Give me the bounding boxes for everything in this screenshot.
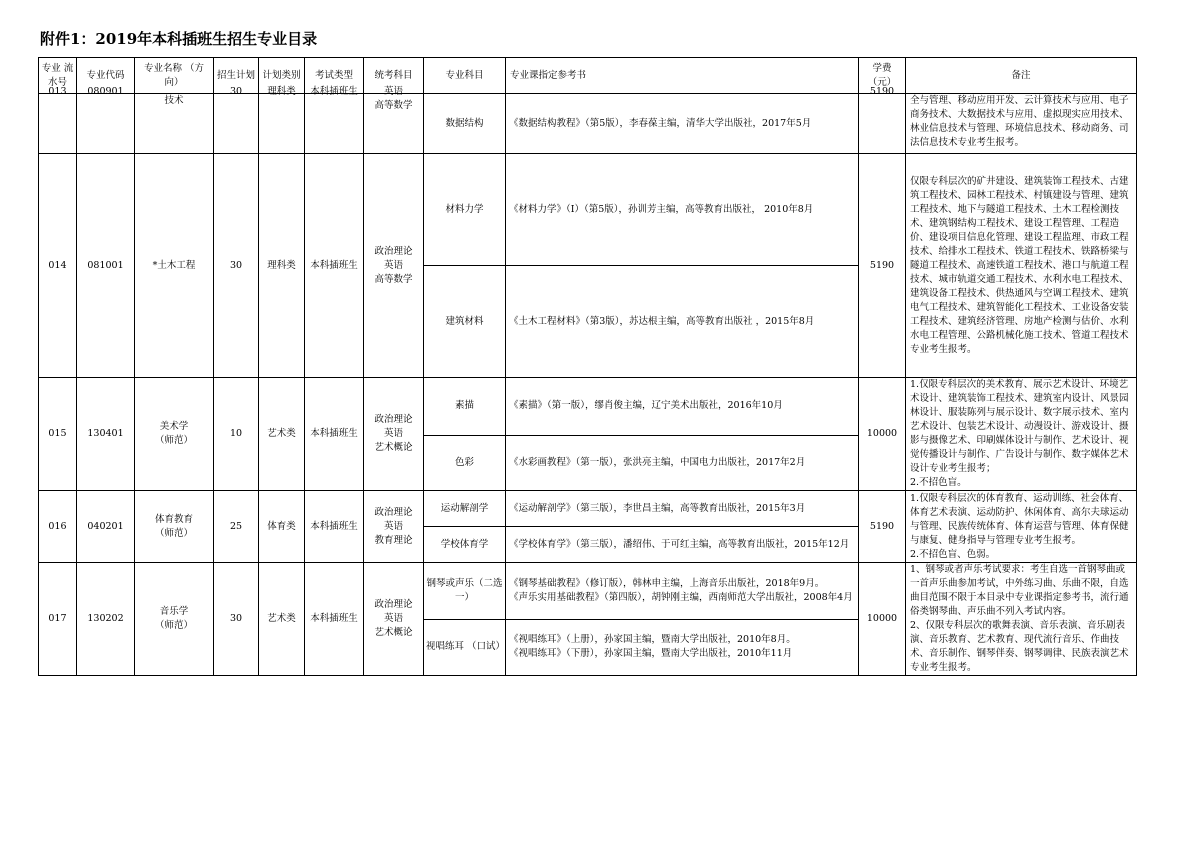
cell-book: 《学校体育学》（第三版），潘绍伟、于可红主编，高等教育出版社，2015年12月	[506, 527, 859, 563]
cell-exam-type: 本科插班生	[305, 378, 364, 491]
cell-subject: 视唱练耳 （口试）	[424, 619, 506, 676]
cell-code: 130202	[77, 563, 135, 676]
cell-serial: 013	[39, 94, 77, 154]
cell-book: 《水彩画教程》（第一版），张洪亮主编，中国电力出版社，2017年2月	[506, 435, 859, 490]
cell-fee: 10000	[859, 563, 906, 676]
cell-subject: 运动解剖学	[424, 491, 506, 527]
cell-subject: 素描	[424, 378, 506, 436]
header-serial: 专业 流水号	[39, 58, 77, 94]
cell-fee: 10000	[859, 378, 906, 491]
cell-code: 081001	[77, 154, 135, 378]
table-row	[39, 491, 1137, 527]
cell-serial: 014	[39, 154, 77, 378]
cell-unified: 政治理论 英语 教育理论	[364, 491, 424, 563]
cell-book: 《材料力学》（Ⅰ）（第5版），孙训芳主编，高等教育出版社， 2010年8月	[506, 154, 859, 266]
header-category: 计划类别	[259, 58, 305, 94]
cell-unified: 政治理论 英语 高等数学	[364, 154, 424, 378]
header-plan: 招生计划	[214, 58, 259, 94]
cell-plan: 30	[214, 154, 259, 378]
major-catalog-table	[38, 57, 1137, 676]
cell-remark: 1、钢琴或者声乐考试要求：考生自选一首钢琴曲或一首声乐曲参加考试，中外练习曲、乐曲不限，自选曲目范围不限于本目录中专业课指定参考书，流行通俗类钢琴曲、声乐曲不列入考试内容。 2、仅限专科层次的歌舞表演、音乐表演、音乐剧表演、音乐教育、艺术教育、现代流行音乐、作曲技术、音乐制作、钢琴伴奏、钢琴调律、民族表演艺术专业考生报考。	[906, 563, 1137, 676]
cell-name: 美术学 （师范）	[135, 378, 214, 491]
cell-book: 《视唱练耳》（上册），孙家国主编，暨南大学出版社，2010年8月。 《视唱练耳》（下册），孙家国主编，暨南大学出版社，2010年11月	[506, 619, 859, 676]
header-remark: 备注	[906, 58, 1137, 94]
major-catalog-table-wrapper	[38, 57, 1136, 676]
table-row	[39, 378, 1137, 436]
cell-subject: 色彩	[424, 435, 506, 490]
cell-book: 《数据结构教程》（第5版），李春葆主编，清华大学出版社，2017年5月	[506, 94, 859, 154]
cell-subject: 学校体育学	[424, 527, 506, 563]
cell-book: 《运动解剖学》（第三版），李世昌主编，高等教育出版社，2015年3月	[506, 491, 859, 527]
cell-plan: 25	[214, 491, 259, 563]
cell-code: 040201	[77, 491, 135, 563]
cell-code: 080901	[77, 94, 135, 154]
cell-remark: 仅限专科层次的矿井建设、建筑装饰工程技术、古建筑工程技术、园林工程技术、村镇建设与管理、建筑工程技术、地下与隧道工程技术、土木工程检测技术、建筑钢结构工程技术、建设工程管理、工程造价、建设项目信息化管理、建设工程监理、市政工程技术、给排水工程技术、铁道工程技术、铁路桥梁与隧道工程技术、高速铁道工程技术、港口与航道工程技术、城市轨道交通工程技术、水利水电工程技术、建筑设备工程技术、供热通风与空调工程技术、建筑电气工程技术、建筑智能化工程技术、工业设备安装工程技术、建筑经济管理、房地产检测与估价、水利水电工程管理、公路机械化施工技术、管道工程技术专业考生报考。	[906, 154, 1137, 378]
cell-plan: 30	[214, 94, 259, 154]
cell-plan: 10	[214, 378, 259, 491]
cell-subject: 材料力学	[424, 154, 506, 266]
cell-serial: 017	[39, 563, 77, 676]
cell-remark: 1.仅限专科层次的美术教育、展示艺术设计、环境艺术设计、建筑装饰工程技术、建筑室内设计、风景园林设计、服装陈列与展示设计、数字展示技术、室内艺术设计、包装艺术设计、动漫设计、游戏设计、摄影与摄像艺术、印刷媒体设计与制作、艺术设计、视觉传播设计与制作、广告设计与制作、数字媒体艺术设计专业考生报考； 2.不招色盲。	[906, 378, 1137, 491]
cell-unified: 政治理论 英语 艺术概论	[364, 378, 424, 491]
cell-serial: 015	[39, 378, 77, 491]
page-title: 附件1：2019年本科插班生招生专业目录	[40, 30, 318, 48]
cell-remark: 全与管理、移动应用开发、云计算技术与应用、电子商务技术、大数据技术与应用、虚拟现实应用技术、林业信息技术与管理、环境信息技术、移动商务、司法信息技术专业考生报考。	[906, 94, 1137, 154]
header-unified: 统考科目	[364, 58, 424, 94]
cell-fee: 5190	[859, 491, 906, 563]
table-row	[39, 94, 1137, 154]
cell-name: *土木工程	[135, 154, 214, 378]
cell-book: 《素描》（第一版），缪肖俊主编，辽宁美术出版社，2016年10月	[506, 378, 859, 436]
cell-category: 理科类	[259, 154, 305, 378]
cell-category: 艺术类	[259, 563, 305, 676]
cell-category: 艺术类	[259, 378, 305, 491]
cell-name: 技术	[135, 94, 214, 154]
cell-fee: 5190	[859, 94, 906, 154]
cell-plan: 30	[214, 563, 259, 676]
cell-code: 130401	[77, 378, 135, 491]
cell-subject: 数据结构	[424, 94, 506, 154]
header-code: 专业代码	[77, 58, 135, 94]
table-header-row	[39, 58, 1137, 94]
cell-exam-type: 本科插班生	[305, 94, 364, 154]
cell-name: 体育教育 （师范）	[135, 491, 214, 563]
cell-category: 体育类	[259, 491, 305, 563]
cell-category: 理科类	[259, 94, 305, 154]
cell-unified: 英语 高等数学	[364, 94, 424, 154]
cell-remark: 1.仅限专科层次的体育教育、运动训练、社会体育、体育艺术表演、运动防护、休闲体育、高尔夫球运动与管理、民族传统体育、体育运营与管理、体育保健与康复、健身指导与管理专业考生报考。 2.不招色盲、色弱。	[906, 491, 1137, 563]
cell-unified: 政治理论 英语 艺术概论	[364, 563, 424, 676]
cell-exam-type: 本科插班生	[305, 491, 364, 563]
cell-serial: 016	[39, 491, 77, 563]
cell-book: 《钢琴基础教程》（修订版），韩林申主编，上海音乐出版社，2018年9月。 《声乐实用基础教程》（第四版），胡钟刚主编，西南师范大学出版社，2008年4月	[506, 563, 859, 620]
table-row	[39, 563, 1137, 620]
cell-book: 《土木工程材料》（第3版），苏达根主编，高等教育出版社 ，2015年8月	[506, 266, 859, 378]
cell-name: 音乐学 （师范）	[135, 563, 214, 676]
cell-exam-type: 本科插班生	[305, 154, 364, 378]
table-row	[39, 154, 1137, 266]
header-exam-type: 考试类型	[305, 58, 364, 94]
cell-fee: 5190	[859, 154, 906, 378]
header-name: 专业名称 （方向）	[135, 58, 214, 94]
header-subject: 专业科目	[424, 58, 506, 94]
cell-subject: 钢琴或声乐（二选一）	[424, 563, 506, 620]
header-books: 专业课指定参考书	[506, 58, 859, 94]
cell-exam-type: 本科插班生	[305, 563, 364, 676]
cell-subject: 建筑材料	[424, 266, 506, 378]
header-fee: 学费 （元）	[859, 58, 906, 94]
